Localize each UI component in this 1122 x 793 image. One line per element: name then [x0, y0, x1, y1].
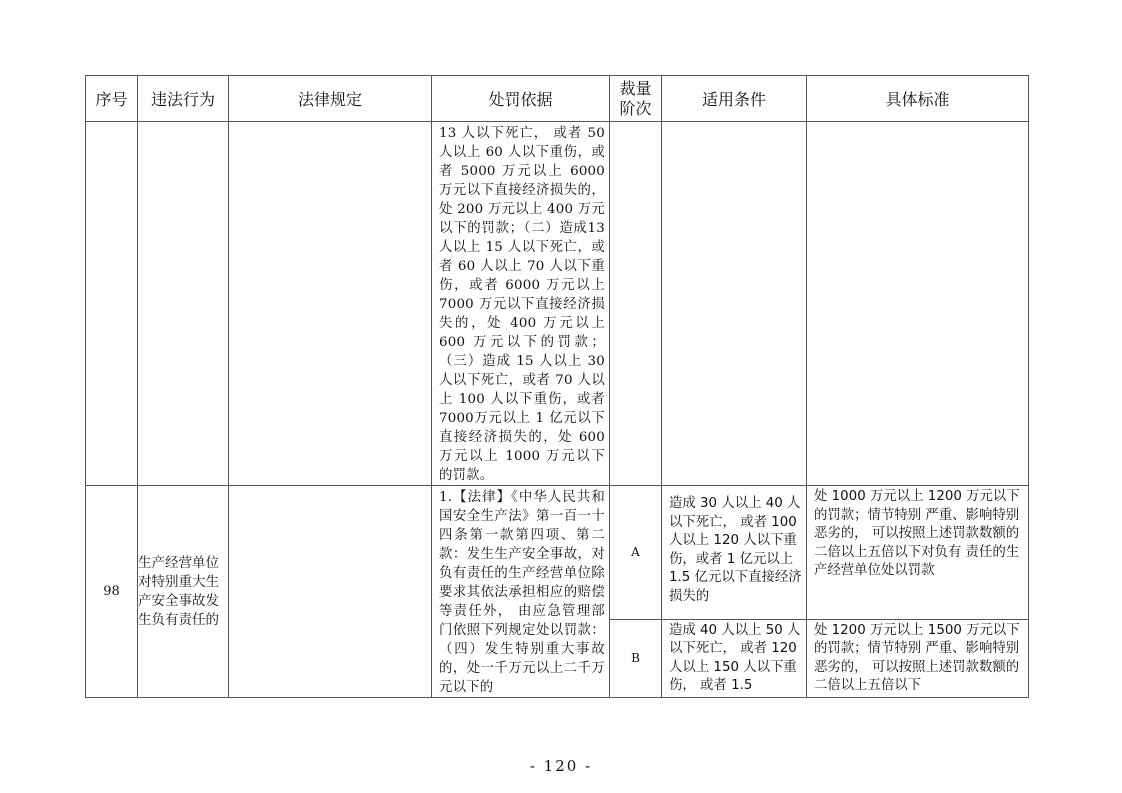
cont-seq-cell	[86, 122, 138, 486]
header-basis: 处罚依据	[432, 76, 610, 122]
row98-cond-a-cell	[662, 486, 807, 620]
cont-std-cell	[807, 122, 1029, 486]
row98-std-b-cell	[807, 619, 1029, 697]
table-row	[86, 486, 1029, 620]
header-level-line1: 裁量	[619, 78, 652, 98]
cont-level-cell	[610, 122, 662, 486]
row98-std-a-cell	[807, 486, 1029, 620]
row98-basis-cell	[432, 486, 610, 698]
penalty-table	[85, 75, 1029, 698]
header-act: 违法行为	[138, 76, 229, 122]
row98-cond-b-cell	[662, 619, 807, 697]
cont-basis-text: 13 人以下死亡， 或者 50 人以上 60 人以下重伤，或者 5000 万元以上 6000 万元以下直接经济损失的，处 200 万元以上 400 万元以下的罚款；（二）造成13人以上 15 人以下死亡，或者 60 人以上 70 人以下重伤，或者 6000 万元以上 7000 万元以下直接经济损失的，处 400 万元以上 600 万元以下的罚款；（三）造成 15 人以上 30 人以下死亡，或者 70 人以上 100 人以下重伤，或者 7000万元以上 1 亿元以下直接经济损失的，处 600 万元以上 1000 万元以下的罚款。	[439, 126, 605, 483]
cont-cond-cell	[662, 122, 807, 486]
page-number: - 120 -	[529, 757, 593, 775]
cont-act-cell	[138, 122, 229, 486]
row98-cond-b: 造成 40 人以上 50 人以下死亡， 或者 120 人以上 150 人以下重伤， 或者 1.5	[669, 622, 801, 694]
row98-cond-a: 造成 30 人以上 40 人以下死亡， 或者 100 人以上 120 人以下重伤，或者 1 亿元以上 1.5 亿元以下直接经济损失的	[669, 496, 802, 604]
row98-law	[229, 486, 432, 698]
row98-std-b: 处 1200 万元以上 1500 万元以下的罚款；情节特别 严重、影响特别恶劣的， 可以按照上述罚款数额的二倍以上五倍以下	[814, 622, 1020, 694]
continuation-row	[86, 122, 1029, 486]
row98-act: 生产经营单位对特别重大生产安全事故发生负有责任的	[138, 486, 229, 698]
header-law: 法律规定	[229, 76, 432, 122]
row98-basis-text: 1.【法律】《中华人民共和国安全生产法》第一百一十四条第一款第四项、第二款：发生生产安全事故，对负有责任的生产经营单位除要求其依法承担相应的赔偿等责任外， 由应急管理部门依照下列规定处以罚款：（四）发生特别重大事故的，处一千万元以上二千万元以下的	[439, 490, 605, 695]
header-level	[610, 76, 662, 122]
row98-std-a: 处 1000 万元以上 1200 万元以下的罚款；情节特别 严重、影响特别恶劣的， 可以按照上述罚款数额的二倍以上五倍以下对负有 责任的生产经营单位处以罚款	[814, 489, 1020, 578]
row98-level-b: B	[610, 619, 662, 697]
row98-level-a: A	[610, 486, 662, 620]
header-row	[86, 76, 1029, 122]
cont-basis-cell	[432, 122, 610, 486]
row98-seq: 98	[86, 486, 138, 698]
header-level-line2: 阶次	[619, 98, 652, 118]
header-cond: 适用条件	[662, 76, 807, 122]
header-seq: 序号	[86, 76, 138, 122]
cont-law-cell	[229, 122, 432, 486]
header-std: 具体标准	[807, 76, 1029, 122]
